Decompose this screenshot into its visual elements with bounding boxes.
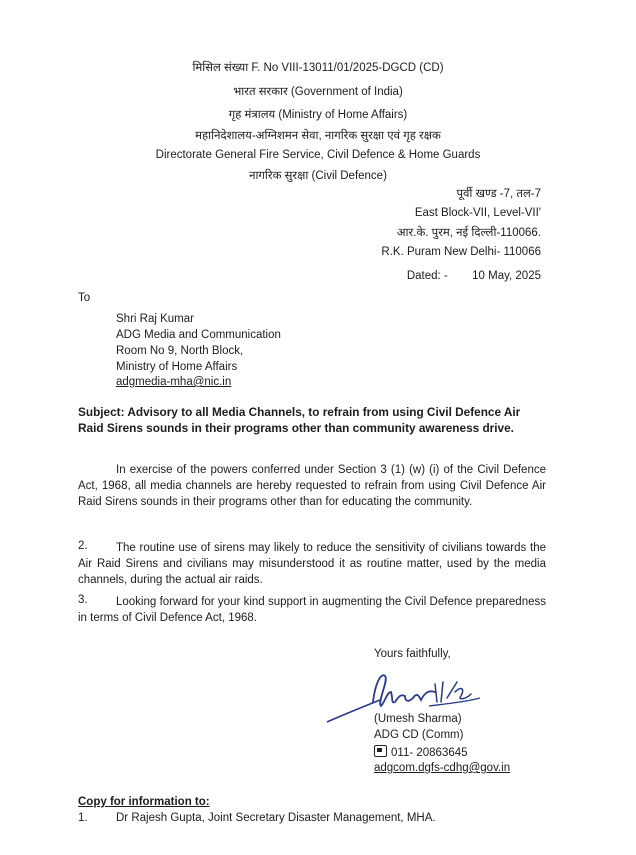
signatory-designation: ADG CD (Comm): [374, 729, 464, 741]
recipient-title: ADG Media and Communication: [116, 329, 281, 341]
closing: Yours faithfully,: [374, 648, 451, 660]
paragraph-2-number: 2.: [78, 540, 88, 552]
address-line-4: R.K. Puram New Delhi- 110066: [381, 246, 541, 258]
address-line-3: आर.के. पुरम, नई दिल्ली-110066.: [396, 227, 541, 239]
recipient-email[interactable]: adgmedia-mha@nic.in: [116, 376, 232, 388]
copy-item-1-number: 1.: [78, 812, 88, 824]
to-label: To: [78, 292, 91, 304]
directorate-hindi: महानिदेशालय-अग्निशमन सेवा, नागरिक सुरक्षा एवं गृह रक्षक: [195, 130, 441, 142]
file-number: मिसिल संख्या F. No VIII-13011/01/2025-DGCD (CD): [192, 62, 444, 74]
recipient-room: Room No 9, North Block,: [116, 345, 244, 357]
telephone-icon: [374, 745, 387, 757]
dated-line: [407, 270, 541, 282]
dated-label: Dated: -: [406, 270, 448, 282]
paragraph-3: Looking forward for your kind support in augmenting the Civil Defence preparedness in terms of Civil Defence Act, 1968.: [78, 596, 546, 624]
paragraph-2: The routine use of sirens may likely to reduce the sensitivity of civilians towards the Air Raid Sirens and civilians may misunderstood it as routine matter, used by the media channels, during the actual air raids.: [78, 542, 546, 586]
recipient-ministry: Ministry of Home Affairs: [116, 361, 238, 373]
dated-value: 10 May, 2025: [472, 270, 541, 282]
signatory-name: (Umesh Sharma): [374, 713, 462, 725]
paragraph-3-number: 3.: [78, 594, 88, 606]
copy-heading: Copy for information to:: [78, 796, 210, 808]
division-line: नागरिक सुरक्षा (Civil Defence): [249, 170, 387, 182]
signatory-email[interactable]: adgcom.dgfs-cdhg@gov.in: [374, 762, 511, 774]
recipient-name: Shri Raj Kumar: [116, 313, 194, 325]
ministry-line: गृह मंत्रालय (Ministry of Home Affairs): [228, 109, 408, 121]
government-line: भारत सरकार (Government of India): [233, 86, 403, 98]
copy-item-1: Dr Rajesh Gupta, Joint Secretary Disaster Management, MHA.: [116, 812, 436, 824]
subject: Subject: Advisory to all Media Channels, to refrain from using Civil Defence Air Raid Sirens sounds in their programs other than community awareness drive.: [78, 405, 521, 435]
paragraph-1: In exercise of the powers conferred under Section 3 (1) (w) (i) of the Civil Defence Act, 1968, all media channels are hereby requested to refrain from using Civil Defence Air Raid Sirens sounds in their programs other than for educating the community.: [78, 464, 546, 508]
directorate-english: Directorate General Fire Service, Civil Defence & Home Guards: [155, 149, 481, 161]
address-line-2: East Block-VII, Level-VII': [414, 207, 541, 219]
address-line-1: पूर्वी खण्ड -7, तल-7: [456, 188, 541, 200]
phone-number: 011- 20863645: [391, 747, 468, 759]
signatory-phone: [374, 745, 468, 759]
